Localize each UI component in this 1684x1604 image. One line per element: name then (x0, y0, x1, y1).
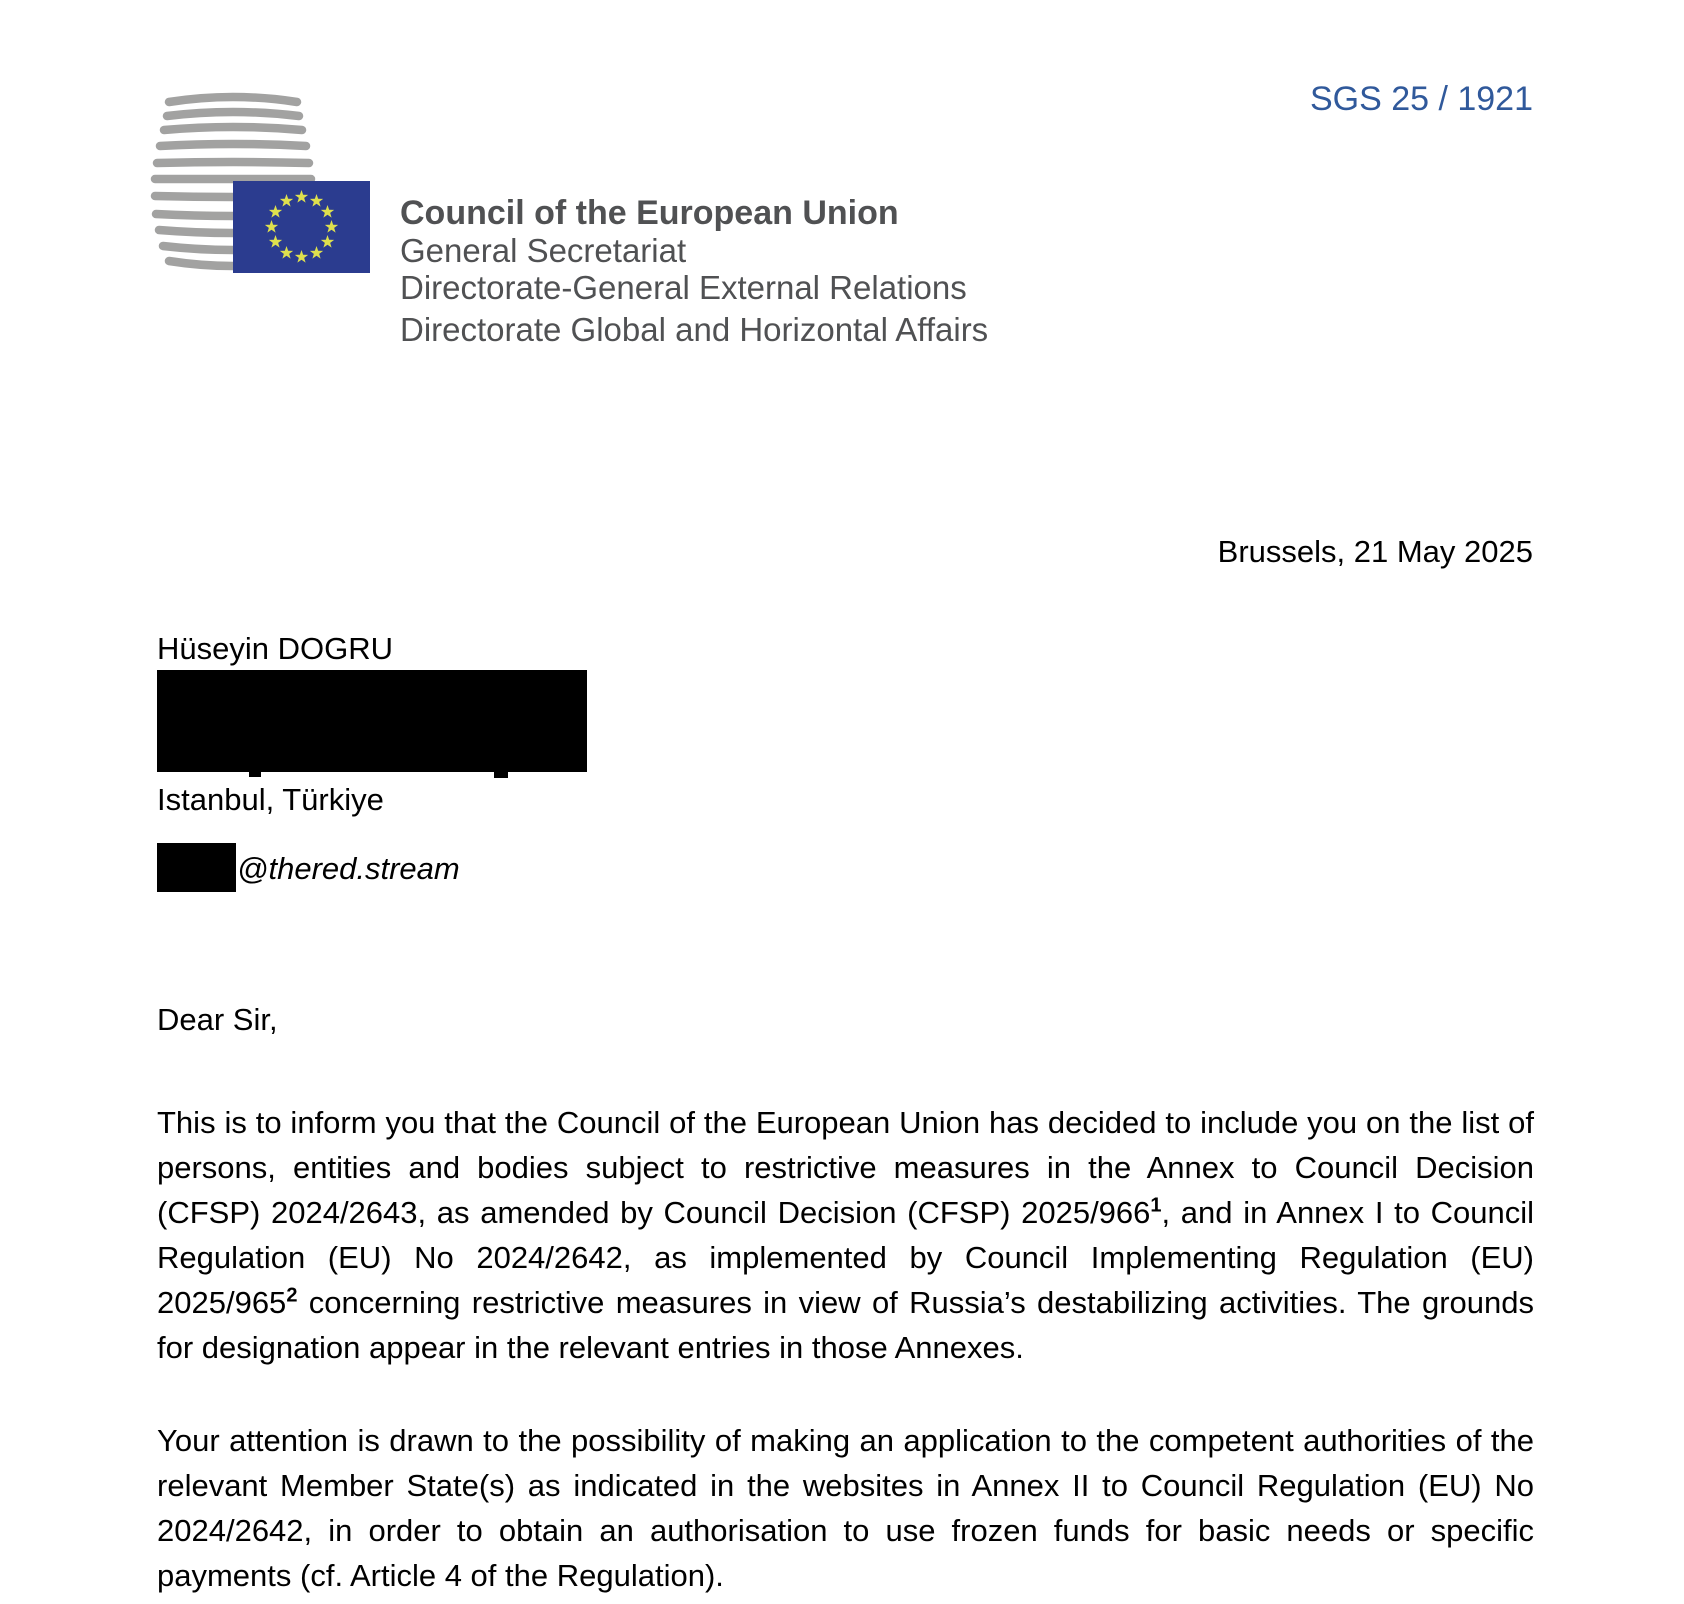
council-of-eu-logo (140, 75, 380, 285)
lantern-and-flag-graphic (140, 75, 380, 285)
paragraph-1-text: , and in Annex I to Council Regulation (EU) No 2024/2642, as implemented by Council Implementing Regulation (EU) 2025/965 (157, 1195, 1534, 1320)
recipient-block (157, 630, 587, 819)
document-reference: SGS 25 / 1921 (1309, 80, 1533, 118)
org-dept-line: Directorate Global and Horizontal Affairs (400, 311, 989, 348)
org-name: Council of the European Union (400, 194, 899, 232)
salutation: Dear Sir, (157, 1002, 278, 1037)
paragraph-1-text: concerning restrictive measures in view of Russia’s destabilizing activities. The grounds for designation appear in the relevant entries in those Annexes. (157, 1285, 1534, 1365)
paragraph-2: Your attention is drawn to the possibility of making an application to the competent authorities of the relevant Member State(s) as indicated in the websites in Annex II to Council Regulation (EU) No 2024/2642, in order to obtain an authorisation to use frozen funds for basic needs or specific payments (cf. Article 4 of the Regulation). (157, 1423, 1534, 1593)
redaction-remnant (494, 771, 508, 778)
letterhead (400, 194, 988, 348)
org-dept-line: General Secretariat (400, 232, 687, 269)
org-dept-line: Directorate-General External Relations (400, 269, 967, 306)
footnote-ref-2: 2 (286, 1284, 298, 1307)
paragraph-1 (157, 1100, 1534, 1370)
letter-body (157, 997, 1534, 1598)
recipient-name: Hüseyin DOGRU (157, 631, 393, 666)
eu-flag-icon (233, 181, 370, 273)
footnote-ref-1: 1 (1150, 1194, 1162, 1217)
paragraph-1-text: This is to inform you that the Council of the European Union has decided to include you on the list of persons, entities and bodies subject to restrictive measures in the Annex to Council Decision (CFSP) 2024/2643, as amended by Council Decision (CFSP) 2025/966 (157, 1105, 1534, 1230)
redaction-box-email-local (157, 843, 236, 892)
redaction-box-address (157, 670, 587, 772)
recipient-email-domain: @thered.stream (237, 851, 460, 886)
dateline: Brussels, 21 May 2025 (1217, 534, 1533, 569)
redaction-remnant (249, 771, 261, 777)
recipient-city: Istanbul, Türkiye (157, 782, 384, 817)
